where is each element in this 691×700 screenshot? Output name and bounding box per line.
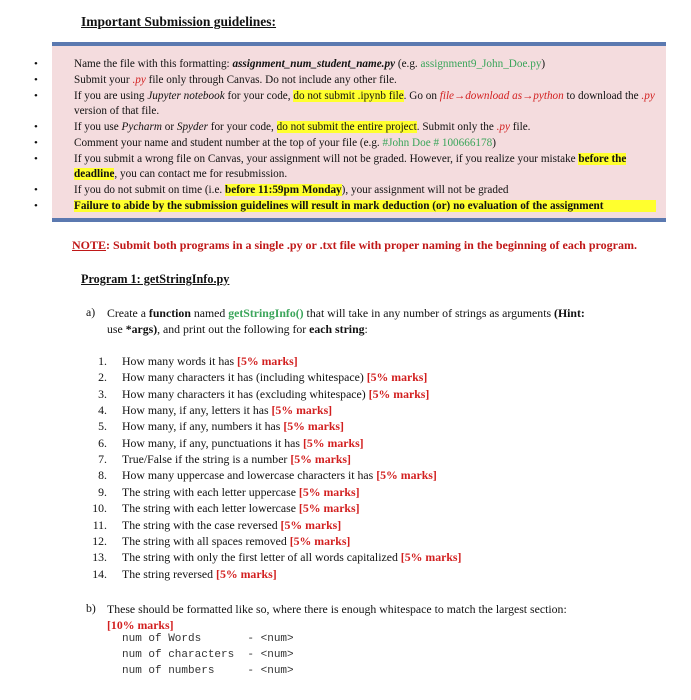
guideline-text: Submit your bbox=[74, 74, 133, 86]
highlighted-deadline: before 11:59pm Monday bbox=[225, 184, 342, 196]
highlighted-deadline: deadline bbox=[74, 168, 115, 180]
guideline-text: If you are using bbox=[74, 90, 148, 102]
marks-label: [10% marks] bbox=[107, 618, 174, 632]
desc-bold: function bbox=[148, 306, 191, 320]
list-item bbox=[0, 567, 691, 583]
item-text: How many, if any, letters it has bbox=[122, 403, 272, 418]
guideline-text: version of that file. bbox=[74, 105, 160, 117]
list-item bbox=[0, 468, 691, 484]
marks-label: [5% marks] bbox=[400, 550, 462, 565]
bullet-icon: • bbox=[34, 137, 38, 149]
code-line: num of characters - <num> bbox=[122, 649, 294, 661]
item-number: 12. bbox=[92, 533, 107, 548]
marks-label: [5% marks] bbox=[366, 370, 428, 385]
comment-example: #John Doe # 100666178 bbox=[382, 137, 493, 149]
item-number: 3. bbox=[98, 386, 107, 401]
tool-name: Spyder bbox=[176, 121, 208, 133]
highlighted-warning: do not submit the entire project bbox=[276, 121, 417, 133]
bullet-icon: • bbox=[34, 74, 38, 86]
bullet-icon: • bbox=[34, 184, 38, 196]
tool-name: Jupyter notebook bbox=[147, 90, 225, 102]
desc-text: named bbox=[190, 306, 229, 320]
item-number: 7. bbox=[98, 452, 107, 467]
marks-label: [5% marks] bbox=[298, 501, 360, 516]
desc-text: : bbox=[364, 322, 368, 336]
part-a-description bbox=[107, 305, 647, 337]
item-number: 6. bbox=[98, 435, 107, 450]
item-number: 5. bbox=[98, 419, 107, 434]
item-number: 9. bbox=[98, 484, 107, 499]
guideline-text: Name the file with this formatting: bbox=[74, 58, 233, 70]
guideline-text: Comment your name and student number at the top of your file (e.g. bbox=[74, 137, 383, 149]
marks-label: [5% marks] bbox=[302, 435, 364, 450]
desc-bold: (Hint: bbox=[554, 306, 585, 320]
marks-label: [5% marks] bbox=[376, 468, 437, 483]
bullet-icon: • bbox=[34, 58, 38, 70]
list-item bbox=[0, 518, 691, 534]
menu-path: file→download as→python bbox=[439, 90, 564, 102]
submission-note bbox=[72, 238, 637, 253]
marks-label: [5% marks] bbox=[216, 566, 277, 581]
marks-label: [5% marks] bbox=[289, 533, 351, 548]
item-number: 1. bbox=[98, 354, 107, 368]
desc-bold: each string bbox=[309, 322, 365, 336]
guidelines-heading: Important Submission guidelines: bbox=[81, 14, 277, 29]
marks-label: [5% marks] bbox=[237, 354, 298, 368]
item-number: 8. bbox=[98, 468, 107, 483]
marks-label: [5% marks] bbox=[271, 403, 333, 418]
guideline-text: file only through Canvas. Do not include any other file. bbox=[145, 74, 397, 86]
list-item bbox=[0, 354, 691, 370]
marks-label: [5% marks] bbox=[368, 386, 430, 401]
tool-name: Pycharm bbox=[121, 121, 162, 133]
guideline-text: If you submit a wrong file on Canvas, your assignment will not be graded. However, if you realize your mistake bbox=[74, 153, 579, 165]
item-text: How many characters it has (excluding whitespace) bbox=[122, 386, 369, 401]
item-number: 4. bbox=[98, 403, 107, 418]
guideline-text: ), your assignment will not be graded bbox=[341, 184, 509, 196]
list-item bbox=[0, 501, 691, 517]
list-item bbox=[0, 485, 691, 501]
item-number: 13. bbox=[92, 550, 107, 565]
marks-label: [5% marks] bbox=[280, 517, 342, 532]
list-item bbox=[0, 436, 691, 452]
item-text: The string with only the first letter of all words capitalized bbox=[122, 550, 401, 565]
file-extension: .py bbox=[132, 74, 146, 86]
item-text: The string with each letter lowercase bbox=[122, 501, 299, 516]
item-number: 2. bbox=[98, 370, 107, 385]
guideline-text: , you can contact me for resubmission. bbox=[114, 168, 288, 180]
guideline-text: (e.g. bbox=[395, 58, 421, 70]
list-item bbox=[0, 550, 691, 566]
item-text: True/False if the string is a number bbox=[122, 452, 291, 467]
code-line: num of numbers - <num> bbox=[122, 665, 294, 677]
bullet-icon: • bbox=[34, 121, 38, 133]
guideline-text: . Go on bbox=[403, 90, 440, 102]
bullet-icon: • bbox=[34, 153, 38, 165]
desc-text: These should be formatted like so, where there is enough whitespace to match the largest section: bbox=[107, 602, 567, 616]
code-line: num of Words - <num> bbox=[122, 633, 294, 645]
note-label: NOTE bbox=[72, 238, 107, 252]
marks-label: [5% marks] bbox=[290, 452, 351, 467]
highlighted-deadline: before the bbox=[578, 153, 627, 165]
guideline-text: for your code, bbox=[224, 90, 294, 102]
item-text: The string with all spaces removed bbox=[122, 533, 290, 548]
desc-text: use bbox=[107, 322, 126, 336]
guideline-text: to download the bbox=[563, 90, 642, 102]
function-name: getStringInfo() bbox=[228, 306, 304, 320]
item-text: How many uppercase and lowercase characters it has bbox=[122, 468, 377, 483]
bullet-icon: • bbox=[34, 200, 38, 212]
penalty-warning: Failure to abide by the submission guidelines will result in mark deduction (or) no evaluation of the assignment bbox=[74, 200, 656, 212]
filename-example: assignment9_John_Doe.py bbox=[420, 58, 542, 70]
marks-label: [5% marks] bbox=[298, 484, 360, 499]
note-text: : Submit both programs in a single .py or .txt file with proper naming in the beginning of each program. bbox=[106, 238, 637, 252]
item-text: The string reversed bbox=[122, 566, 217, 581]
part-b-description bbox=[107, 601, 647, 633]
program-title: Program 1: getStringInfo.py bbox=[81, 272, 230, 286]
item-number: 11. bbox=[92, 517, 107, 532]
desc-bold: *args) bbox=[125, 322, 158, 336]
item-text: The string with each letter uppercase bbox=[122, 484, 299, 499]
list-item bbox=[0, 387, 691, 403]
list-item bbox=[0, 534, 691, 550]
item-text: How many words it has bbox=[122, 354, 238, 368]
guideline-text: for your code, bbox=[207, 121, 277, 133]
guideline-text: ) bbox=[541, 58, 546, 70]
guideline-text: If you use bbox=[74, 121, 122, 133]
highlighted-warning: do not submit .ipynb file bbox=[293, 90, 404, 102]
item-text: How many, if any, punctuations it has bbox=[122, 435, 303, 450]
list-item bbox=[0, 452, 691, 468]
item-number: 10. bbox=[92, 501, 107, 516]
item-text: How many, if any, numbers it has bbox=[122, 419, 284, 434]
file-extension: .py bbox=[496, 121, 510, 133]
marks-label: [5% marks] bbox=[283, 419, 344, 434]
guideline-text: or bbox=[161, 121, 177, 133]
filename-format: assignment_num_student_name.py bbox=[232, 58, 396, 70]
file-extension: .py bbox=[641, 90, 655, 102]
guideline-text: . Submit only the bbox=[416, 121, 497, 133]
guideline-text: file. bbox=[509, 121, 531, 133]
part-b-marker: b) bbox=[86, 601, 96, 615]
desc-text: that will take in any number of strings as arguments bbox=[303, 306, 555, 320]
list-item bbox=[0, 403, 691, 419]
list-item bbox=[0, 419, 691, 435]
item-number: 14. bbox=[92, 566, 107, 581]
guideline-text: If you do not submit on time (i.e. bbox=[74, 184, 226, 196]
item-text: The string with the case reversed bbox=[122, 517, 281, 532]
list-item bbox=[0, 370, 691, 386]
desc-text: Create a bbox=[107, 306, 149, 320]
bullet-icon: • bbox=[34, 90, 38, 102]
part-a-marker: a) bbox=[86, 305, 96, 319]
desc-text: , and print out the following for bbox=[157, 322, 310, 336]
item-text: How many characters it has (including whitespace) bbox=[122, 370, 367, 385]
guideline-text: ) bbox=[492, 137, 496, 149]
